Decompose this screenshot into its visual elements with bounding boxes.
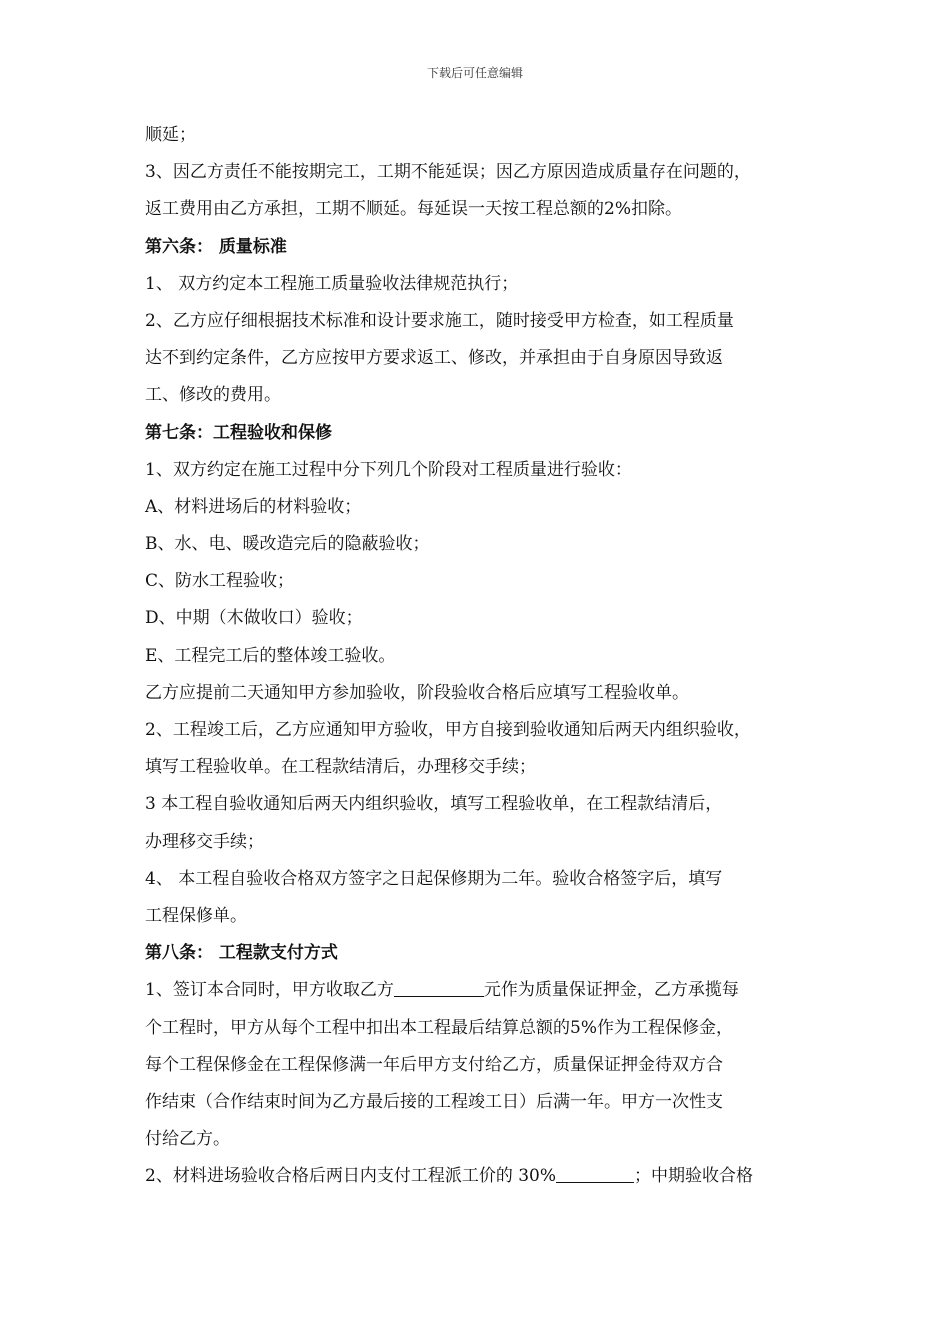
text-line	[145, 1121, 825, 1158]
text-line	[145, 638, 825, 675]
line-text: 第六条： 质量标准	[145, 236, 287, 257]
text-line	[145, 1047, 825, 1084]
text-line	[145, 600, 825, 637]
line-text: 顺延；	[145, 125, 196, 145]
text-line	[145, 377, 825, 414]
text-line	[145, 786, 825, 823]
document-body	[145, 117, 825, 1195]
line-text: 第七条：工程验收和保修	[145, 422, 332, 443]
text-line	[145, 303, 825, 340]
text-line	[145, 266, 825, 303]
line-text: E、工程完工后的整体竣工验收。	[145, 645, 396, 666]
text-line	[145, 675, 825, 712]
fill-in-blank[interactable]	[394, 976, 484, 997]
line-text-continued: ；中期验收合格	[634, 1166, 754, 1187]
line-text: 3、因乙方责任不能按期完工，工期不能延误；因乙方原因造成质量存在问题的，	[145, 162, 751, 183]
text-line	[145, 526, 825, 563]
line-text: 1、 双方约定本工程施工质量验收法律规范执行；	[145, 273, 519, 294]
line-text: B、水、电、暖改造完后的隐蔽验收；	[145, 534, 430, 555]
line-text: 作结束（合作结束时间为乙方最后接的工程竣工日）后满一年。甲方一次性支	[145, 1091, 723, 1112]
line-text-continued: 元作为质量保证押金，乙方承揽每	[483, 980, 739, 1001]
text-line	[145, 1010, 825, 1047]
text-line	[145, 749, 825, 786]
text-line	[145, 824, 825, 861]
line-text: 1、双方约定在施工过程中分下列几个阶段对工程质量进行验收：	[145, 459, 632, 480]
text-line	[145, 1084, 825, 1121]
text-line	[145, 861, 825, 898]
line-text: D、中期（木做收口）验收；	[145, 608, 363, 629]
line-text: 乙方应提前二天通知甲方参加验收，阶段验收合格后应填写工程验收单。	[145, 682, 689, 703]
page-header: 下载后可任意编辑	[426, 66, 523, 80]
line-text: 第八条： 工程款支付方式	[145, 943, 338, 964]
text-line	[145, 452, 825, 489]
line-text: 2、材料进场验收合格后两日内支付工程派工价的 30%	[145, 1166, 557, 1187]
line-text: 2、乙方应仔细根据技术标准和设计要求施工，随时接受甲方检查，如工程质量	[145, 310, 734, 331]
line-text: A、材料进场后的材料验收；	[145, 496, 362, 517]
section-heading	[145, 935, 825, 972]
line-text: 3 本工程自验收通知后两天内组织验收，填写工程验收单，在工程款结清后，	[145, 794, 723, 815]
line-text: 办理移交手续；	[145, 831, 264, 852]
text-line	[145, 563, 825, 600]
text-line	[145, 191, 825, 228]
line-text: 达不到约定条件，乙方应按甲方要求返工、修改，并承担由于自身原因导致返	[145, 348, 723, 369]
line-text: 付给乙方。	[145, 1129, 230, 1150]
fill-in-blank[interactable]	[556, 1162, 634, 1183]
line-text: 1、签订本合同时，甲方收取乙方	[145, 980, 394, 1001]
line-text: 2、工程竣工后，乙方应通知甲方验收，甲方自接到验收通知后两天内组织验收，	[145, 720, 751, 740]
text-line	[145, 972, 825, 1009]
line-text: 工、修改的费用。	[145, 385, 281, 406]
line-text: 填写工程验收单。在工程款结清后，办理移交手续；	[145, 757, 536, 778]
text-line	[145, 117, 825, 154]
line-text: 每个工程保修金在工程保修满一年后甲方支付给乙方，质量保证押金待双方合	[145, 1054, 723, 1075]
section-heading	[145, 415, 825, 452]
section-heading	[145, 229, 825, 266]
line-text: C、防水工程验收；	[145, 571, 295, 592]
line-text: 4、 本工程自验收合格双方签字之日起保修期为二年。验收合格签字后，填写	[145, 868, 723, 889]
text-line	[145, 340, 825, 377]
text-line	[145, 712, 825, 749]
line-text: 个工程时，甲方从每个工程中扣出本工程最后结算总额的5%作为工程保修金，	[145, 1017, 733, 1038]
text-line	[145, 1158, 825, 1195]
line-text: 返工费用由乙方承担，工期不顺延。每延误一天按工程总额的2%扣除。	[145, 199, 682, 220]
text-line	[145, 489, 825, 526]
text-line	[145, 898, 825, 935]
text-line	[145, 154, 825, 191]
line-text: 工程保修单。	[145, 905, 247, 926]
